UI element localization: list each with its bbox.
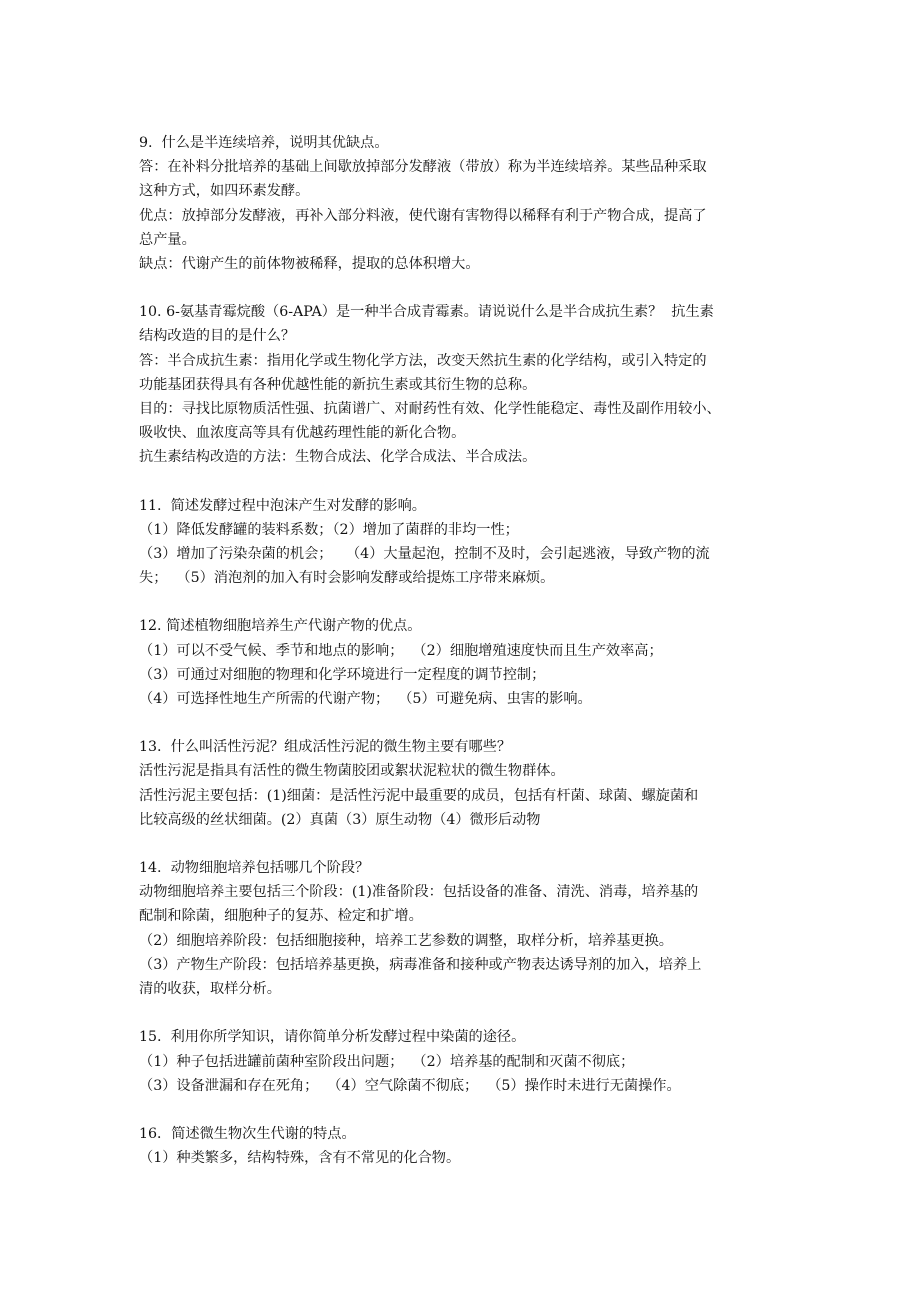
- answer-line: 缺点：代谢产生的前体物被稀释，提取的总体积增大。: [139, 256, 480, 273]
- question-section: [139, 1122, 789, 1170]
- answer-line: 结构改造的目的是什么？: [139, 328, 296, 345]
- question-heading: 16．简述微生物次生代谢的特点。: [139, 1125, 356, 1142]
- answer-line: （4）可选择性地生产所需的代谢产物； （5）可避免病、虫害的影响。: [139, 691, 592, 708]
- answer-line: 活性污泥主要包括：(1)细菌：是活性污泥中最重要的成员，包括有杆菌、球菌、螺旋菌和: [139, 787, 699, 804]
- answer-line: 配制和除菌，细胞种子的复苏、检定和扩增。: [139, 908, 423, 925]
- answer-line: 吸收快、血浓度高等具有优越药理性能的新化合物。: [139, 425, 466, 442]
- question-heading: 9. 什么是半连续培养，说明其优缺点。: [139, 135, 389, 151]
- answer-line: （1）降低发酵罐的装料系数；（2）增加了菌群的非均一性；: [139, 521, 519, 538]
- answer-line: （1）种类繁多，结构特殊，含有不常见的化合物。: [139, 1150, 461, 1167]
- answer-line: 优点：放掉部分发酵液，再补入部分料液，使代谢有害物得以稀释有利于产物合成，提高了: [139, 207, 707, 224]
- question-heading: 11. 简述发酵过程中泡沫产生对发酵的影响。: [139, 497, 426, 514]
- answer-line: （3）设备泄漏和存在死角； （4）空气除菌不彻底； （5）操作时未进行无菌操作。: [139, 1077, 681, 1094]
- answer-line: 总产量。: [139, 231, 196, 248]
- answer-line: 答：在补料分批培养的基础上间歇放掉部分发酵液（带放）称为半连续培养。某些品种采取: [139, 159, 707, 176]
- question-section: [139, 1025, 789, 1098]
- answer-line: （3）增加了污染杂菌的机会； （4）大量起泡，控制不及时，会引起逃液，导致产物的流: [139, 546, 710, 563]
- answer-line: （1）可以不受气候、季节和地点的影响； （2）细胞增殖速度快而且生产效率高；: [139, 642, 663, 659]
- answer-line: 比较高级的丝状细菌。(2）真菌（3）原生动物（4）微形后动物: [139, 811, 541, 828]
- question-section: [139, 735, 789, 832]
- answer-line: （3）产物生产阶段：包括培养基更换，病毒准备和接种或产物表达诱导剂的加入，培养上: [139, 956, 702, 973]
- question-heading: 12. 简述植物细胞培养生产代谢产物的优点。: [139, 618, 422, 635]
- question-section: [139, 614, 789, 711]
- answer-line: 功能基团获得具有各种优越性能的新抗生素或其衍生物的总称。: [139, 376, 537, 393]
- answer-line: 动物细胞培养主要包括三个阶段：(1)准备阶段：包括设备的准备、清洗、消毒，培养基的: [139, 884, 699, 901]
- answer-line: （3）可通过对细胞的物理和化学环境进行一定程度的调节控制；: [139, 666, 546, 683]
- document-body: [139, 131, 789, 1194]
- question-heading: 10. 6-氨基青霉烷酸（6-APA）是一种半合成青霉素。请说说什么是半合成抗生素？ 抗生素: [139, 304, 714, 321]
- question-heading: 15. 利用你所学知识，请你简单分析发酵过程中染菌的途径。: [139, 1029, 526, 1046]
- question-heading: 13. 什么叫活性污泥？组成活性污泥的微生物主要有哪些？: [139, 739, 512, 756]
- question-heading: 14. 动物细胞培养包括哪几个阶段？: [139, 860, 370, 877]
- answer-line: 答：半合成抗生素：指用化学或生物化学方法，改变天然抗生素的化学结构，或引入特定的: [139, 352, 707, 369]
- answer-line: 活性污泥是指具有活性的微生物菌胶团或絮状泥粒状的微生物群体。: [139, 763, 565, 780]
- answer-line: （2）细胞培养阶段：包括细胞接种，培养工艺参数的调整，取样分析，培养基更换。: [139, 932, 673, 949]
- answer-line: 目的：寻找比原物质活性强、抗菌谱广、对耐药性有效、化学性能稳定、毒性及副作用较小、: [139, 401, 721, 418]
- answer-line: 失； （5）消泡剂的加入有时会影响发酵或给提炼工序带来麻烦。: [139, 570, 555, 587]
- question-section: [139, 300, 789, 469]
- answer-line: 抗生素结构改造的方法：生物合成法、化学合成法、半合成法。: [139, 449, 537, 466]
- answer-line: 这种方式，如四环素发酵。: [139, 183, 310, 200]
- answer-line: 清的收获，取样分析。: [139, 981, 281, 998]
- question-section: [139, 494, 789, 591]
- question-section: [139, 856, 789, 1001]
- question-section: [139, 131, 789, 276]
- answer-line: （1）种子包括进罐前菌种室阶段出问题； （2）培养基的配制和灭菌不彻底；: [139, 1053, 635, 1070]
